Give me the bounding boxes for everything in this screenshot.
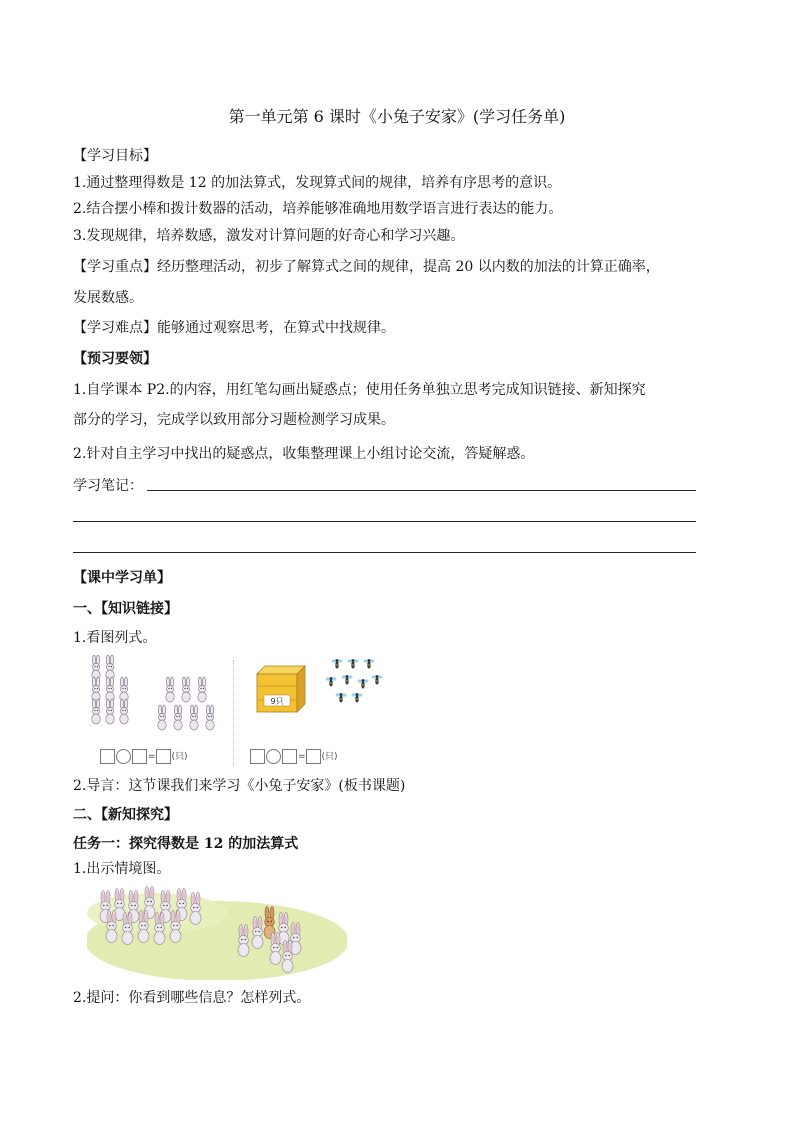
focus-label: 【学习重点】 [73, 259, 157, 275]
focus-text: 经历整理活动，初步了解算式之间的规律，提高 20 以内数的加法的计算正确率， [157, 259, 660, 275]
answer-box[interactable] [306, 749, 321, 764]
goals-heading: 【学习目标】 [73, 148, 157, 164]
section1-item-2: 2.导言：这节课我们来学习《小兔子安家》(板书课题) [73, 778, 406, 794]
section2-item-1: 1.出示情境图。 [73, 861, 171, 877]
focus-line-1 [73, 257, 660, 277]
difficulty-label: 【学习难点】 [73, 320, 157, 336]
task1-heading: 任务一：探究得数是 12 的加法算式 [73, 836, 299, 852]
scene-illustration [87, 879, 347, 980]
formula-right [250, 749, 338, 764]
rabbit-group-left [92, 655, 128, 724]
page-title: 第一单元第 6 课时《小兔子安家》(学习任务单) [228, 107, 566, 126]
crate-label: 9只 [270, 697, 284, 706]
difficulty-text: 能够通过观察思考，在算式中找规律。 [157, 320, 395, 336]
answer-box[interactable] [100, 749, 115, 764]
notes-line-3 [73, 552, 696, 553]
unit-label: (只) [171, 752, 188, 762]
preview-item-1-line-1: 1.自学课本 P2.的内容，用红笔勾画出疑惑点；使用任务单独立思考完成知识链接、新知探究 [73, 382, 646, 398]
figure-divider [233, 660, 234, 766]
equals-sign: = [298, 752, 306, 762]
rabbit-group-right [158, 677, 214, 730]
preview-item-1-line-2: 部分的学习，完成学以致用部分习题检测学习成果。 [73, 412, 395, 428]
answer-box[interactable] [156, 749, 171, 764]
equals-sign: = [148, 752, 156, 762]
notes-line-2 [73, 521, 696, 522]
goal-item-2: 2.结合摆小棒和拨计数器的活动，培养能够准确地用数学语言进行表达的能力。 [73, 201, 563, 217]
bee-swarm [326, 659, 383, 703]
operator-circle[interactable] [266, 749, 281, 764]
focus-line-2: 发展数感。 [73, 290, 143, 306]
goal-item-3: 3.发现规律，培养数感，激发对计算问题的好奇心和学习兴趣。 [73, 228, 465, 244]
answer-box[interactable] [250, 749, 265, 764]
section2-item-2: 2.提问：你看到哪些信息？怎样列式。 [73, 990, 311, 1006]
unit-label: (只) [321, 752, 338, 762]
section1-item-1: 1.看图列式。 [73, 630, 157, 646]
answer-box[interactable] [282, 749, 297, 764]
goal-item-1: 1.通过整理得数是 12 的加法算式，发现算式间的规律，培养有序思考的意识。 [73, 175, 562, 191]
difficulty-line [73, 318, 395, 338]
rabbits-figure [88, 655, 228, 740]
operator-circle[interactable] [116, 749, 131, 764]
notes-line-1 [147, 490, 696, 491]
crate-bees-figure [245, 652, 395, 724]
section2-heading: 二、【新知探究】 [73, 807, 178, 823]
answer-box[interactable] [132, 749, 147, 764]
preview-heading: 【预习要领】 [73, 351, 157, 367]
formula-left [100, 749, 188, 764]
section1-heading: 一、【知识链接】 [73, 601, 178, 617]
notes-label: 学习笔记： [73, 478, 143, 494]
preview-item-2: 2.针对自主学习中找出的疑惑点，收集整理课上小组讨论交流，答疑解惑。 [73, 446, 535, 462]
in-class-heading: 【课中学习单】 [73, 570, 171, 586]
